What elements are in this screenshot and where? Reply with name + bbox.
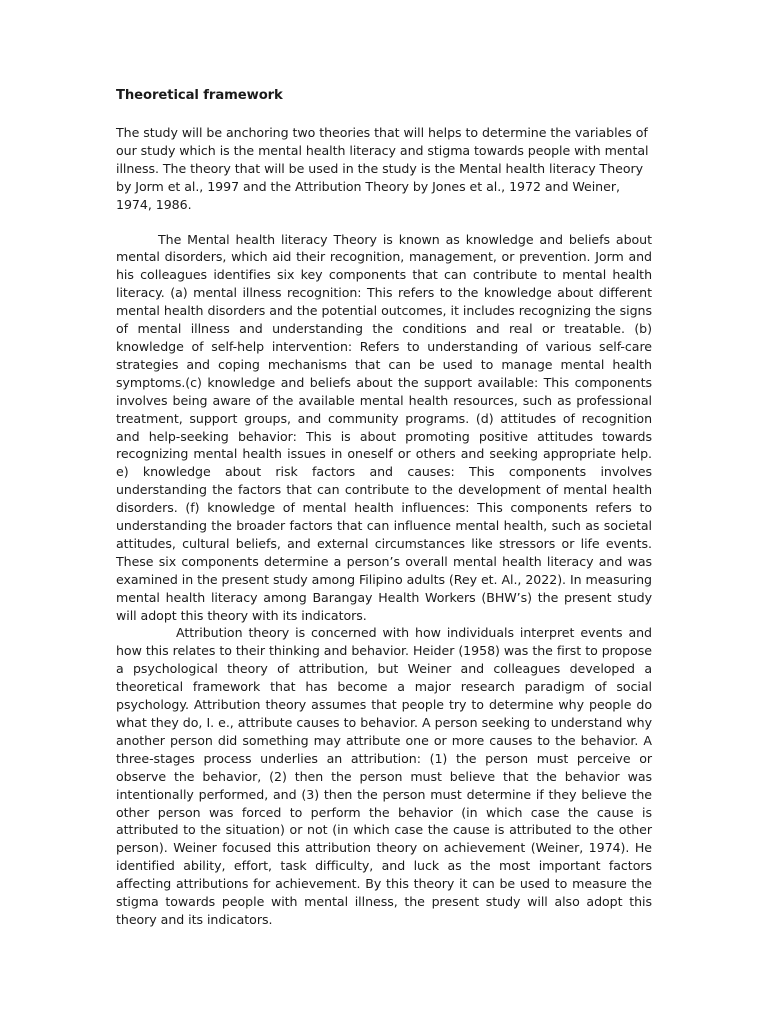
intro-paragraph: The study will be anchoring two theories that will helps to determine the variables of our study which is the mental health literacy and stigma towards people with mental illness. The theory that will be used in the study is the Mental health literacy Theory by Jorm et al., 1997 and the Attribution Theory by Jones et al., 1972 and Weiner, 1974, 1986.: [116, 125, 649, 212]
section-heading: Theoretical framework: [116, 88, 283, 103]
attribution-theory-paragraph: Attribution theory is concerned with how individuals interpret events and how this relates to their thinking and behavior. Heider (1958) was the first to propose a psychological theory of attribution, but Weiner and colleagues developed a theoretical framework that has become a major research paradigm of social psychology. Attribution theory assumes that people try to determine why people do what they do, I. e., attribute causes to behavior. A person seeking to understand why another person did something may attribute one or more causes to the behavior. A three-stages process underlies an attribution: (1) the person must perceive or observe the behavior, (2) then the person must believe that the behavior was intentionally performed, and (3) then the person must determine if they believe the other person was forced to perform the behavior (in which case the cause is attributed to the situation) or not (in which case the cause is attributed to the other person). Weiner focused this attribution theory on achievement (Weiner, 1974). He identified ability, effort, task difficulty, and luck as the most important factors affecting attributions for achievement. By this theory it can be used to measure the stigma towards people with mental illness, the present study will also adopt this theory and its indicators.: [116, 625, 652, 927]
mental-health-literacy-paragraph: The Mental health literacy Theory is known as knowledge and beliefs about mental disorders, which aid their recognition, management, or prevention. Jorm and his colleagues identifies six key components that can contribute to mental health literacy. (a) mental illness recognition: This refers to the knowledge about different mental health disorders and the potential outcomes, it includes recognizing the signs of mental illness and understanding the conditions and real or treatable. (b) knowledge of self-help intervention: Refers to understanding of various self-care strategies and coping mechanisms that can be used to manage mental health symptoms.(c) knowledge and beliefs about the support available: This components involves being aware of the available mental health resources, such as professional treatment, support groups, and community programs. (d) attitudes of recognition and help-seeking behavior: This is about promoting positive attitudes towards recognizing mental health issues in oneself or others and seeking appropriate help. e) knowledge about risk factors and causes: This components involves understanding the factors that can contribute to the development of mental health disorders. (f) knowledge of mental health influences: This components refers to understanding the broader factors that can influence mental health, such as societal attitudes, cultural beliefs, and external circumstances like stressors or life events. These six components determine a person’s overall mental health literacy and was examined in the present study among Filipino adults (Rey et. Al., 2022). In measuring mental health literacy among Barangay Health Workers (BHW’s) the present study will adopt this theory with its indicators.: [116, 231, 652, 623]
document-body: [116, 86, 652, 929]
